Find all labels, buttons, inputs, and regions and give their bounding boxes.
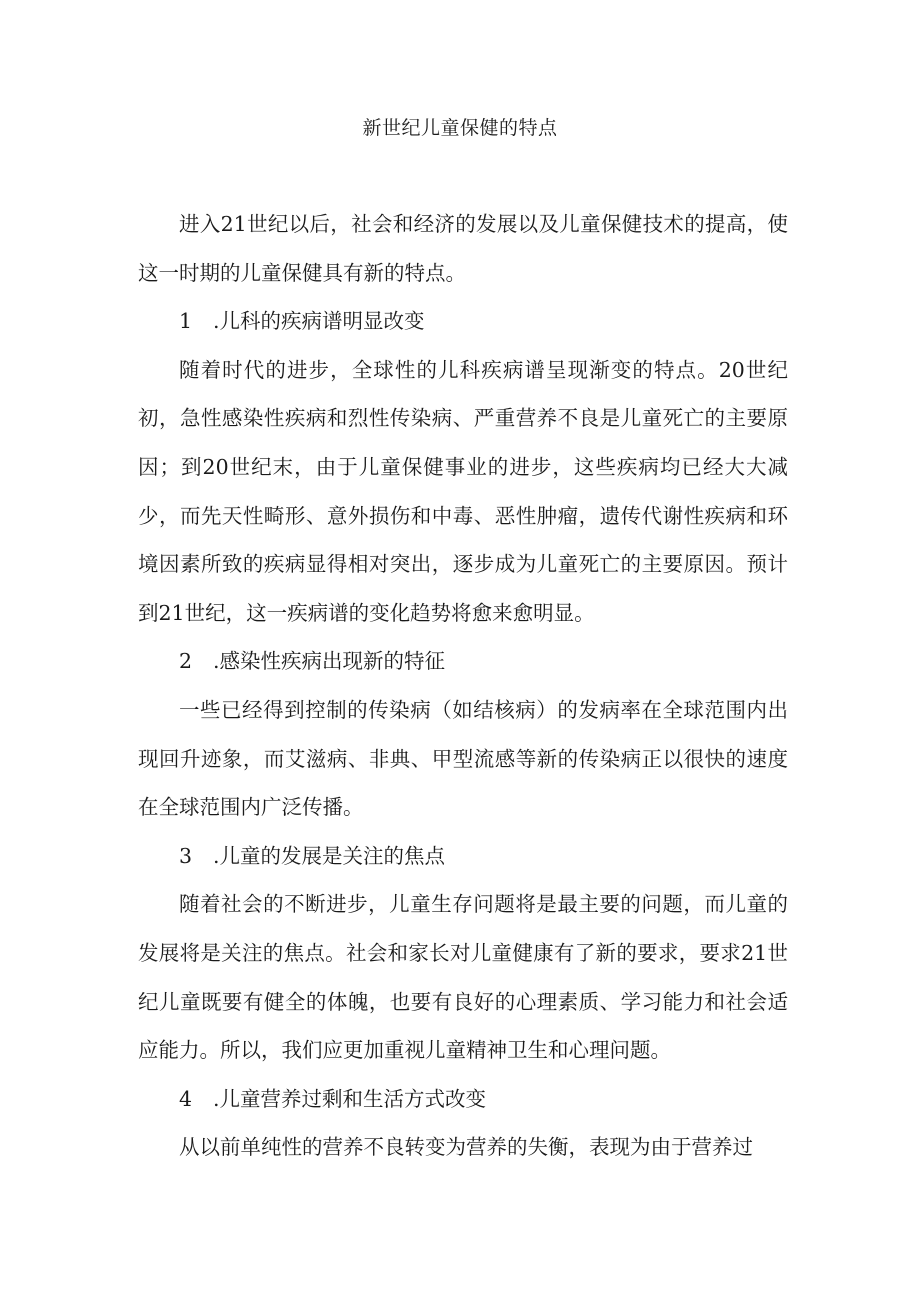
document-title: 新世纪儿童保健的特点 <box>362 117 558 139</box>
section-number-1: 1 <box>179 309 193 334</box>
section-heading-3 <box>138 832 788 881</box>
section-paragraph-3: 随着社会的不断进步，儿童生存问题将是最主要的问题，而儿童的发展将是关注的焦点。社会和家长对儿童健康有了新的要求，要求21世纪儿童既要有健全的体魄，也要有良好的心理素质、学习能力和社会适应能力。所以，我们应更加重视儿童精神卫生和心理问题。 <box>138 892 788 1063</box>
intro-paragraph: 进入21世纪以后，社会和经济的发展以及儿童保健技术的提高，使这一时期的儿童保健具有新的特点。 <box>138 212 788 285</box>
section-heading-text-4: .儿童营养过剩和生活方式改变 <box>213 1086 487 1111</box>
section-number-2: 2 <box>179 649 193 674</box>
section-number-3: 3 <box>179 843 193 868</box>
section-paragraph-2: 一些已经得到控制的传染病（如结核病）的发病率在全球范围内出现回升迹象，而艾滋病、非典、甲型流感等新的传染病正以很快的速度在全球范围内广泛传播。 <box>138 697 788 820</box>
section-number-4: 4 <box>179 1086 193 1111</box>
section-heading-text-3: .儿童的发展是关注的焦点 <box>213 843 446 868</box>
section-paragraph-1: 随着时代的进步，全球性的儿科疾病谱呈现渐变的特点。20世纪初，急性感染性疾病和烈性传染病、严重营养不良是儿童死亡的主要原因；到20世纪末，由于儿童保健事业的进步，这些疾病均已经大大减少，而先天性畸形、意外损伤和中毒、恶性肿瘤，遗传代谢性疾病和环境因素所致的疾病显得相对突出，逐步成为儿童死亡的主要原因。预计到21世纪，这一疾病谱的变化趋势将愈来愈明显。 <box>138 357 788 625</box>
section-heading-4 <box>138 1075 788 1124</box>
section-heading-text-2: .感染性疾病出现新的特征 <box>213 649 446 674</box>
document-body <box>138 200 788 1172</box>
section-heading-1 <box>138 297 788 346</box>
section-paragraph-4: 从以前单纯性的营养不良转变为营养的失衡，表现为由于营养过 <box>179 1135 753 1160</box>
section-heading-text-1: .儿科的疾病谱明显改变 <box>213 309 425 334</box>
section-heading-2 <box>138 637 788 686</box>
